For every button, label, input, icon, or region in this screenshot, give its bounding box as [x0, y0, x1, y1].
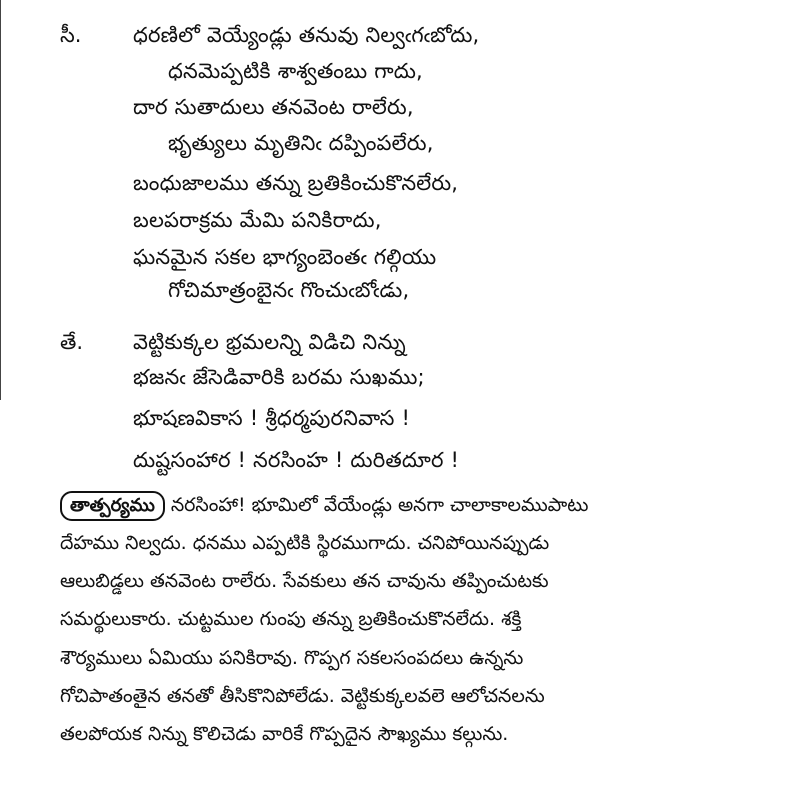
meaning-line-text: నరసింహా! భూమిలో వేయేండ్లు అనగా చాలాకాలముపాటు	[170, 494, 589, 516]
meaning-line	[60, 490, 588, 521]
meaning-line: దేహము నిల్వదు. ధనము ఎప్పటికి స్థిరముగాదు. చనిపోయినప్పుడు	[60, 532, 550, 554]
verse-line: వెట్టికుక్కల భ్రమలన్ని విడిచి నిన్ను	[133, 330, 406, 354]
verse-line: బలపరాక్రమ మేమి పనికిరాదు,	[133, 208, 382, 232]
meaning-line: సమర్థులుకారు. చుట్టముల గుంపు తన్ను బ్రతికించుకొనలేదు. శక్తి	[60, 608, 522, 630]
left-margin-rule	[0, 0, 1, 400]
meaning-line: ఆలుబిడ్డలు తనవెంట రాలేరు. సేవకులు తన చావును తప్పించుటకు	[60, 570, 549, 592]
verse-line: దుష్టసంహార ! నరసింహ ! దురితదూర !	[133, 448, 460, 472]
verse-line: ఘనమైన సకల భాగ్యంబెంతఁ గల్గియు	[133, 245, 437, 269]
verse-line: భృత్యులు మృతినిఁ దప్పింపలేరు,	[168, 131, 434, 155]
verse-line: భూషణవికాస ! శ్రీధర్మపురనివాస !	[133, 406, 411, 430]
verse-line: గోచిమాత్రంబైనఁ గొంచుఁబోఁడు,	[168, 278, 410, 302]
verse-marker-see: సీ.	[60, 23, 82, 47]
verse-line: బంధుజాలము తన్ను బ్రతికించుకొనలేరు,	[133, 171, 459, 195]
verse-line: దార సుతాదులు తనవెంట రాలేరు,	[133, 95, 414, 119]
verse-line: ధనమెప్పటికి శాశ్వతంబు గాదు,	[168, 59, 423, 83]
meaning-line: గోచిపాతంతైన తనతో తీసికొనిపోలేడు. వెట్టికుక్కలవలె ఆలోచనలను	[60, 685, 545, 707]
meaning-line: శౌర్యములు ఏమియు పనికిరావు. గొప్పగ సకలసంపదలు ఉన్నను	[60, 647, 524, 669]
verse-line: ధరణిలో వెయ్యేండ్లు తనువు నిల్వఁగఁబోదు,	[133, 23, 480, 47]
verse-marker-te: తే.	[60, 330, 84, 354]
verse-line: భజనఁ జేసెడివారికి బరమ సుఖము;	[133, 365, 425, 389]
meaning-label-badge: తాత్పర్యము	[60, 491, 165, 521]
meaning-line: తలపోయక నిన్ను కొలిచెడు వారికే గొప్పదైన సౌఖ్యము కల్గును.	[60, 723, 509, 745]
